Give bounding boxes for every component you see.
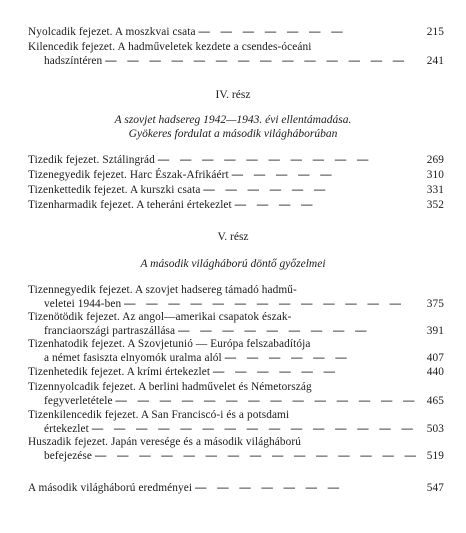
page-number: 215 [426,26,444,38]
entry-title-line2: franciaországi partraszállása [44,324,176,337]
toc-entry-ch13 [28,199,444,213]
page-number: 352 [426,199,444,211]
entry-title-line1: Tizenkilencedik fejezet. A San Franciscó-i és a potsdami [28,409,290,421]
part-v-title: A második világháború döntő győzelmei [140,258,326,270]
leader-dashes: — — — — — — — — — — — — — — [115,394,419,407]
page-number: 465 [426,394,444,407]
entry-title-line2: veletei 1944-ben [44,297,122,310]
entry-title: Tizenhetedik fejezet. A krími értekezlet [28,366,211,378]
leader-dashes: — — — — — — — [198,26,347,38]
entry-title-line2: hadszíntéren [44,54,103,67]
entry-title-line1: Huszadik fejezet. Japán veresége és a második világháború [28,436,301,448]
toc-entry-ch19 [28,409,444,436]
toc-entry-ch17 [28,366,444,380]
entry-title-line2: a német fasiszta elnyomók uralma alól [44,351,222,364]
toc-entry-ch11 [28,169,444,183]
toc-entry-results [28,482,444,496]
page-number: 503 [426,422,444,435]
page-number: 547 [426,482,444,494]
entry-title-line1: Tizennegyedik fejezet. A szovjet hadsereg támadó hadmű- [28,284,297,296]
entry-title: Tizenkettedik fejezet. A kurszki csata [28,184,201,196]
toc-entry-ch16 [28,338,444,365]
leader-dashes: — — — — — — — — — — — — — [124,297,405,310]
entry-title: Tizenharmadik fejezet. A teheráni értekezlet [28,199,232,211]
toc-entry-ch14 [28,284,444,311]
entry-title-line2: értekezlet [44,422,89,435]
entry-title-line1: Kilencedik fejezet. A hadműveletek kezdete a csendes-óceáni [28,41,312,53]
entry-title-line1: Tizenhatodik fejezet. A Szovjetunió — Európa felszabadítója [28,338,311,350]
toc-entry-ch15 [28,311,444,338]
leader-dashes: — — — — — — [224,351,351,364]
toc-entry-ch18 [28,381,444,408]
leader-dashes: — — — — — — — — — — [157,154,373,166]
toc-entry-ch12 [28,184,444,198]
entry-title-line2: befejezése [44,449,93,462]
part-iv-heading: IV. rész [215,89,251,101]
entry-title: Nyolcadik fejezet. A moszkvai csata [28,26,196,38]
page-number: 440 [426,366,444,378]
leader-dashes: — — — — — — — [195,482,344,494]
page-number: 331 [426,184,444,196]
entry-title-line1: Tizenötödik fejezet. Az angol—amerikai csapatok észak- [28,311,292,323]
leader-dashes: — — — — — — — — — [178,324,371,337]
leader-dashes: — — — — [234,199,317,211]
leader-dashes: — — — — — — [203,184,330,196]
entry-title-line1: Tizennyolcadik fejezet. A berlini hadművelet és Németország [28,381,312,393]
leader-dashes: — — — — — — — — — — — — — — — [94,449,420,462]
part-v-heading: V. rész [217,231,249,243]
leader-dashes: — — — — — [231,169,336,181]
page-number: 241 [426,54,444,67]
toc-entry-ch9 [28,41,444,68]
entry-title: Tizenegyedik fejezet. Harc Észak-Afrikáért [28,169,229,181]
part-iv-title-line2: Gyökeres fordulat a második világháborúban [128,128,338,140]
entry-title: A második világháború eredményei [28,482,193,494]
leader-dashes: — — — — — — — — — — — — — — — [91,422,417,435]
toc-entry-ch10 [28,154,444,168]
page-number: 269 [426,154,444,166]
leader-dashes: — — — — — — — — — — — — — — [105,54,409,67]
toc-entry-ch20 [28,436,444,463]
page-number: 391 [426,324,444,337]
leader-dashes: — — — — — — [213,366,339,378]
entry-title: Tizedik fejezet. Sztálingrád [28,154,155,166]
toc-entry-ch8 [28,26,444,40]
page-number: 375 [426,297,444,310]
page-number: 310 [426,169,444,181]
part-iv-title-line1: A szovjet hadsereg 1942—1943. évi ellentámadása. [114,114,352,126]
entry-title-line2: fegyverletétele [44,394,113,407]
page-number: 519 [426,449,444,462]
page-number: 407 [426,351,444,364]
